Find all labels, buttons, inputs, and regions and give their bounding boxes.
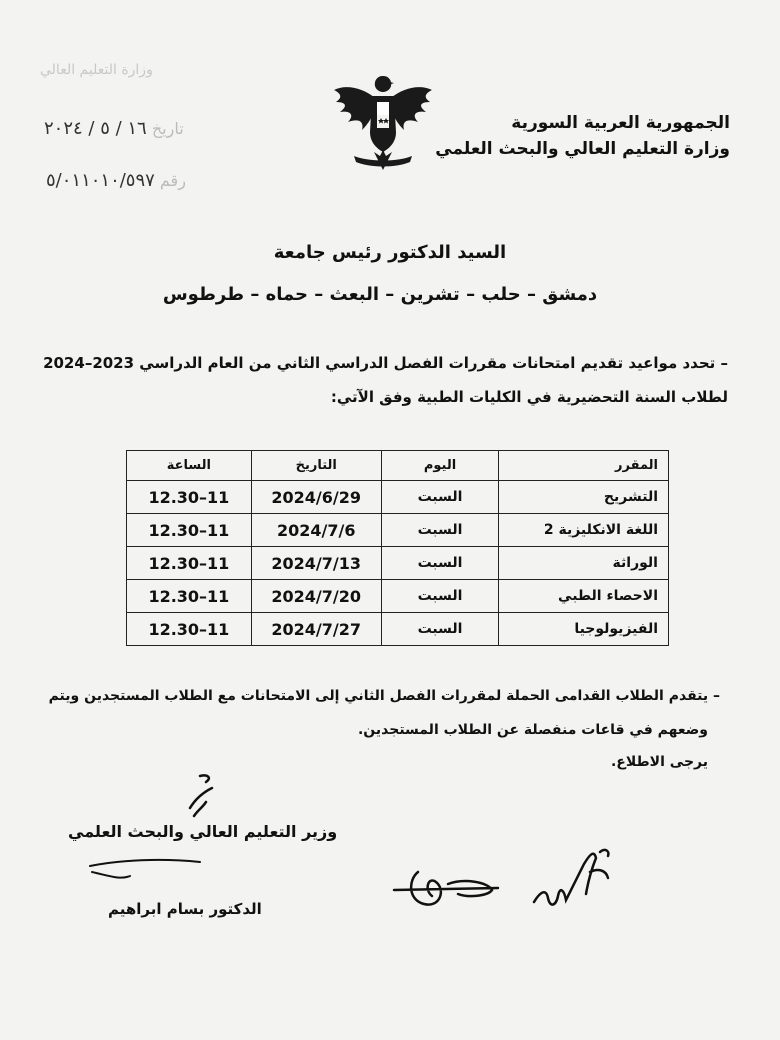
table-row [127, 580, 669, 613]
handwritten-mark-icon [160, 768, 230, 828]
faint-header-line: وزارة التعليم العالي [40, 62, 153, 78]
time-cell: 12.30–11 [127, 547, 252, 580]
date-cell: 2024/7/27 [251, 613, 381, 646]
time-cell: 12.30–11 [127, 613, 252, 646]
date-line [44, 118, 184, 139]
day-cell: السبت [381, 580, 499, 613]
paragraph-1-line-1: – تحدد مواعيد تقديم امتحانات مقررات الفصل الدراسي الثاني من العام الدراسي 2023–2024 [43, 354, 728, 372]
universities-list: دمشق – حلب – تشرين – البعث – حماه – طرطوس [162, 284, 598, 305]
header-day: اليوم [381, 451, 499, 481]
signature-2-icon [528, 842, 618, 922]
header-time: الساعة [127, 451, 252, 481]
table-row [127, 547, 669, 580]
syrian-eagle-emblem-icon [328, 70, 438, 175]
course-cell: التشريح [499, 481, 669, 514]
closing-line: يرجى الاطلاع. [610, 754, 708, 770]
ministry-header [430, 110, 730, 162]
exam-schedule-table [126, 450, 669, 646]
addressee: السيد الدكتور رئيس جامعة [273, 242, 507, 263]
course-cell: اللغة الانكليزية 2 [499, 514, 669, 547]
day-cell: السبت [381, 514, 499, 547]
reference-value: ٥/٠١١٠١٠/٥٩٧ [46, 170, 155, 191]
date-cell: 2024/7/13 [251, 547, 381, 580]
paragraph-2-line-1: – يتقدم الطلاب القدامى الحملة لمقررات الفصل الثاني إلى الامتحانات مع الطلاب المستجدين ويتم [48, 688, 720, 704]
table-row [127, 481, 669, 514]
table-header-row [127, 451, 669, 481]
course-cell: الاحصاء الطبي [499, 580, 669, 613]
signature-1-icon [388, 860, 508, 920]
table-row [127, 613, 669, 646]
paragraph-1-line-2: لطلاب السنة التحضيرية في الكليات الطبية وفق الآتي: [330, 388, 728, 406]
day-cell: السبت [381, 481, 499, 514]
underline-flourish-icon [80, 846, 220, 886]
header-course: المقرر [499, 451, 669, 481]
date-value: ١٦ / ٥ / ٢٠٢٤ [44, 118, 147, 139]
ministry-name: وزارة التعليم العالي والبحث العلمي [435, 139, 730, 159]
reference-line [46, 170, 186, 191]
date-cell: 2024/7/20 [251, 580, 381, 613]
time-cell: 12.30–11 [127, 580, 252, 613]
course-cell: الوراثة [499, 547, 669, 580]
course-cell: الفيزيولوجيا [499, 613, 669, 646]
signatory-title: وزير التعليم العالي والبحث العلمي [68, 822, 338, 841]
reference-label: رقم [159, 171, 186, 190]
header-date: التاريخ [251, 451, 381, 481]
day-cell: السبت [381, 547, 499, 580]
country-name: الجمهورية العربية السورية [511, 113, 730, 133]
paragraph-2-line-2: وضعهم في قاعات منفصلة عن الطلاب المستجدين. [357, 722, 708, 738]
signatory-name: الدكتور بسام ابراهيم [108, 900, 262, 918]
date-label: تاريخ [151, 119, 184, 138]
table-row [127, 514, 669, 547]
time-cell: 12.30–11 [127, 514, 252, 547]
day-cell: السبت [381, 613, 499, 646]
date-cell: 2024/6/29 [251, 481, 381, 514]
time-cell: 12.30–11 [127, 481, 252, 514]
date-cell: 2024/7/6 [251, 514, 381, 547]
